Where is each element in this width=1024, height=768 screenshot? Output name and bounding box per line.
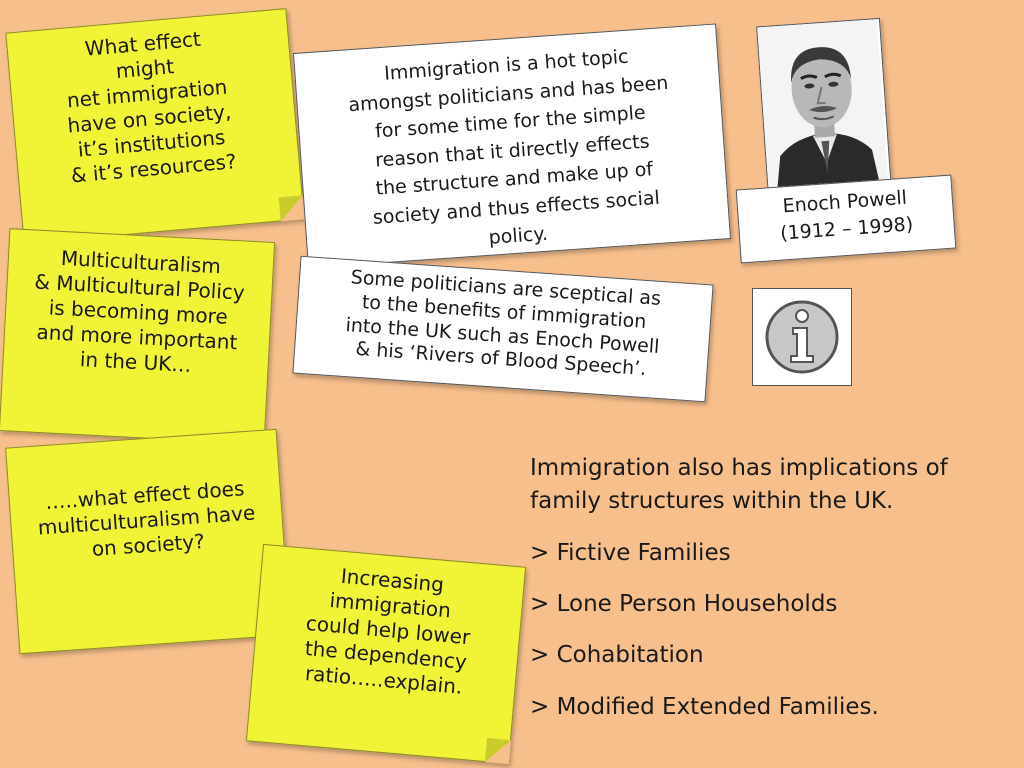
portrait-caption <box>736 175 957 264</box>
portrait-photo <box>756 18 892 198</box>
sticky-note-text: Increasing immigration could help lower the dependency ratio…..explain. <box>303 563 472 699</box>
card-sceptical-politicians <box>292 256 713 403</box>
card-immigration-hot-topic <box>293 23 731 268</box>
sticky-note-text: Multiculturalism & Multicultural Policy is becoming more and more important in the UK… <box>33 245 246 377</box>
sticky-note-net-immigration <box>5 8 304 244</box>
list-item: > Modified Extended Families. <box>530 693 879 720</box>
list-item: > Lone Person Households <box>530 591 838 618</box>
list-item: > Fictive Families <box>530 539 731 566</box>
sticky-note-text: What effect might net immigration have on society, it’s institutions & it’s resources? <box>66 26 238 188</box>
sticky-note-dependency-ratio <box>246 544 526 764</box>
page-curl-corner <box>485 738 511 764</box>
sticky-note-multiculturalism-effect <box>5 429 291 654</box>
card-text: Some politicians are sceptical as to the benefits of immigration into the UK such as Enoch Powell & his ‘Rivers of Blood Speech’. <box>344 266 662 381</box>
sticky-note-text: …..what effect does multiculturalism have on society? <box>37 476 256 561</box>
sticky-note-multiculturalism <box>0 228 275 445</box>
info-icon-box[interactable] <box>752 288 852 386</box>
portrait-caption-text: Enoch Powell (1912 – 1998) <box>779 186 914 245</box>
page-curl-corner <box>279 195 305 221</box>
list-item: > Cohabitation <box>530 642 704 669</box>
family-structures-intro: Immigration also has implications of family structures within the UK. <box>530 455 948 515</box>
info-icon[interactable] <box>763 298 841 376</box>
family-structures-text <box>530 452 1016 742</box>
portrait-image <box>757 19 888 195</box>
card-text: Immigration is a hot topic amongst politicians and has been for some time for the simple reason that it directly effects the structure and make up of society and thus effects social policy. <box>347 45 669 249</box>
